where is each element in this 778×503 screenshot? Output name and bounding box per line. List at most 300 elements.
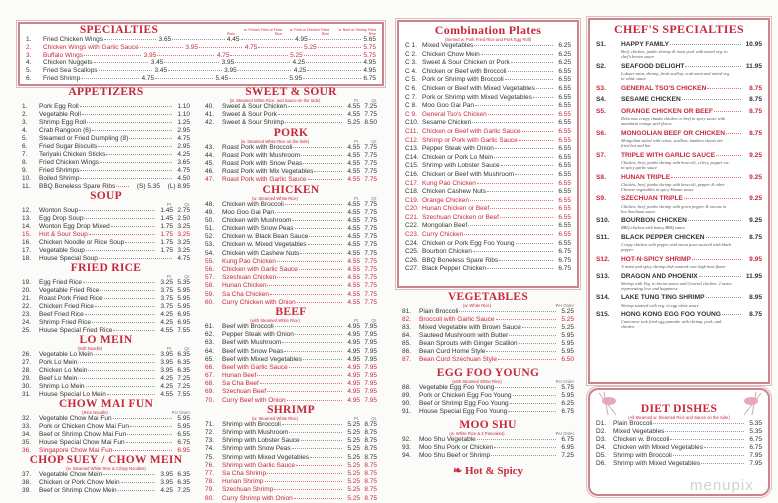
item-name: Mixed Vegetables	[613, 428, 665, 435]
dot-leader	[515, 174, 553, 175]
menu-item[interactable]	[596, 436, 762, 444]
item-number: 1.	[26, 36, 32, 43]
item-price: 6.55	[558, 196, 571, 204]
item-number: C11.	[405, 127, 419, 135]
item-price: 7.25	[177, 487, 190, 494]
menu-item[interactable]	[22, 151, 190, 159]
chef-special-item[interactable]	[596, 41, 762, 59]
item-name: Sesame Chicken	[422, 119, 472, 127]
menu-item[interactable]	[22, 375, 190, 383]
item-number: 63.	[205, 339, 215, 347]
item-price: 3.95	[160, 367, 173, 374]
item-price: 5.65	[363, 36, 377, 43]
item-name: Hunan Chicken or Beef	[422, 205, 490, 213]
item-price: 4.55	[347, 266, 360, 273]
item-price: 7.95	[364, 331, 377, 339]
menu-item[interactable]	[405, 197, 571, 206]
menu-item[interactable]	[205, 144, 377, 152]
menu-item[interactable]	[205, 388, 377, 396]
item-number: 26.	[22, 351, 32, 358]
menu-item[interactable]	[205, 454, 377, 462]
item-number: 80.	[205, 494, 215, 502]
column-1	[22, 87, 190, 495]
menu-item[interactable]	[402, 436, 574, 444]
menu-item[interactable]	[405, 145, 571, 154]
item-price: 7.75	[364, 143, 377, 151]
menu-item[interactable]	[205, 103, 377, 111]
chef-special-item[interactable]	[596, 256, 762, 269]
chef-special-item[interactable]	[596, 195, 762, 213]
item-price: 5.25	[347, 437, 360, 445]
section-note: (Soft Noodle)	[77, 346, 103, 351]
menu-item[interactable]	[402, 384, 574, 392]
dot-leader	[164, 62, 219, 63]
item-name: Mixed Vegetable with Brown Sauce	[419, 324, 521, 331]
item-price: 5.25	[347, 486, 360, 494]
menu-item[interactable]	[22, 111, 190, 119]
menu-item[interactable]	[205, 348, 377, 356]
chef-special-row	[596, 63, 762, 71]
menu-item[interactable]	[22, 471, 190, 479]
menu-item[interactable]	[596, 420, 762, 428]
item-price: 6.55	[558, 213, 571, 221]
menu-item[interactable]	[26, 59, 376, 67]
item-price: 7.75	[364, 290, 377, 298]
menu-item[interactable]	[405, 85, 571, 94]
item-price: 4.95	[347, 388, 360, 396]
menu-item[interactable]	[22, 239, 190, 247]
menu-item[interactable]	[205, 217, 377, 225]
dot-leader	[275, 212, 342, 213]
chef-special-item[interactable]	[596, 294, 762, 307]
item-price: 4.55	[347, 282, 360, 290]
item-price: 6.35	[177, 367, 190, 374]
item-price: 4.55	[347, 257, 360, 265]
menu-item[interactable]	[22, 295, 190, 303]
menu-item[interactable]	[405, 42, 571, 51]
dot-leader	[121, 482, 155, 483]
item-name: House Special Egg Foo Young	[419, 408, 508, 415]
chef-special-item[interactable]	[596, 234, 762, 252]
item-name: LAKE TUNG TING SHRIMP	[621, 294, 705, 302]
item-name: BBQ Boneless Spare Ribs	[422, 256, 499, 264]
chef-special-item[interactable]	[596, 273, 762, 291]
menu-item[interactable]	[405, 205, 571, 214]
item-price: 3.95	[160, 479, 173, 486]
item-price: 4.55	[347, 274, 360, 282]
chef-special-item[interactable]	[596, 130, 762, 148]
menu-item[interactable]	[22, 247, 190, 255]
chef-special-item[interactable]	[596, 311, 762, 329]
menu-item[interactable]	[405, 180, 571, 189]
item-price: 6.75	[558, 265, 571, 273]
menu-item[interactable]	[405, 102, 571, 111]
item-number: S15.	[596, 311, 610, 319]
dot-leader	[235, 62, 290, 63]
price-column-header: Pt.	[353, 98, 359, 103]
item-price: 5.25	[347, 119, 360, 127]
menu-item[interactable]	[22, 223, 190, 231]
menu-item[interactable]	[22, 423, 190, 431]
menu-item[interactable]	[405, 154, 571, 163]
dot-leader	[113, 450, 172, 451]
menu-item[interactable]	[205, 168, 377, 176]
menu-item[interactable]	[22, 303, 190, 311]
menu-item[interactable]	[205, 429, 377, 437]
menu-item[interactable]	[596, 444, 762, 452]
menu-item[interactable]	[22, 367, 190, 375]
dot-leader	[494, 447, 556, 448]
price-column-header: Per Order	[555, 379, 574, 384]
menu-item[interactable]	[26, 36, 376, 44]
chef-special-item[interactable]	[596, 152, 762, 170]
menu-item[interactable]	[22, 127, 190, 135]
menu-item[interactable]	[402, 332, 574, 340]
menu-item[interactable]	[405, 214, 571, 223]
item-number: C10.	[405, 119, 419, 127]
menu-item[interactable]	[22, 159, 190, 167]
menu-item[interactable]	[22, 287, 190, 295]
dot-leader	[100, 162, 172, 163]
section-note: (with Steamed White Rice)	[452, 379, 502, 384]
item-name: House Special Soup	[39, 255, 98, 262]
chef-special-item[interactable]	[596, 63, 762, 81]
item-number: 60.	[205, 298, 215, 306]
item-price: 7.75	[364, 159, 377, 167]
item-price: 6.75	[558, 248, 571, 256]
menu-item[interactable]	[405, 68, 571, 77]
menu-item[interactable]	[205, 478, 377, 486]
item-number: 10.	[22, 175, 32, 182]
menu-item[interactable]	[22, 231, 190, 239]
menu-item[interactable]	[205, 160, 377, 168]
dot-leader	[704, 447, 744, 448]
dot-leader	[522, 131, 553, 132]
dot-leader	[464, 234, 553, 235]
item-name: Roast Pork with Broccoli	[222, 143, 293, 151]
dot-leader	[292, 220, 342, 221]
section-note: (Served w. Pork Fried Rice and Pork Egg Roll)	[444, 37, 532, 42]
menu-item[interactable]	[205, 421, 377, 429]
menu-item[interactable]	[205, 372, 377, 380]
item-name: House Special Chow Mai Fun	[39, 439, 125, 446]
item-name: SEAFOOD DELIGHT	[621, 62, 685, 70]
item-price: 3.95	[143, 51, 157, 59]
menu-item[interactable]	[22, 103, 190, 111]
item-name: Fried Shrimp	[43, 74, 81, 82]
item-price: 4.55	[347, 249, 360, 257]
item-name: Hunan Chicken	[222, 282, 267, 290]
menu-item[interactable]	[205, 282, 377, 290]
menu-item[interactable]	[22, 143, 190, 151]
item-number: 4.	[26, 59, 32, 67]
menu-item[interactable]	[405, 128, 571, 137]
dot-leader	[488, 114, 553, 115]
menu-item[interactable]	[22, 351, 190, 359]
item-description: Shrimp with Veg. in brown sauce and General chicken. 2 tastes representing love and happiness	[621, 280, 732, 291]
dot-leader	[87, 122, 172, 123]
menu-item[interactable]	[205, 225, 377, 233]
item-name: Moo Shu Beef or Shrimp	[419, 452, 491, 459]
menu-item[interactable]	[405, 137, 571, 146]
menu-item[interactable]	[205, 323, 377, 331]
item-price: 6.55	[558, 67, 571, 75]
item-name: Fried Chicken Wings	[43, 36, 103, 43]
menu-item[interactable]	[402, 324, 574, 332]
section-note: (w. Steamed White Rice)	[251, 415, 299, 421]
pork-section	[205, 128, 377, 185]
item-price: 7.95	[364, 347, 377, 355]
menu-item[interactable]	[22, 279, 190, 287]
combination-section	[405, 24, 571, 274]
menu-item[interactable]	[405, 59, 571, 68]
item-price: 8.75	[749, 311, 762, 319]
menu-item[interactable]	[596, 460, 762, 468]
menu-item[interactable]	[405, 257, 571, 266]
item-name: Fried Shrimps	[39, 167, 80, 174]
dot-leader	[92, 130, 172, 131]
item-number: 39.	[22, 487, 32, 494]
dot-leader	[241, 39, 293, 40]
item-number: 89.	[402, 392, 412, 399]
item-price: 6.25	[561, 400, 574, 407]
item-description: Crispy chicken with pepper and onion pour sauteed with black pepper	[621, 242, 732, 253]
item-price: 9.25	[749, 195, 762, 203]
menu-item[interactable]	[405, 222, 571, 231]
item-price: 3.25	[177, 231, 190, 238]
item-number: 85.	[402, 340, 412, 347]
item-number: 25.	[22, 327, 32, 334]
item-name: Steamed or Fried Dumpling (8)	[39, 135, 129, 142]
item-name: Chicken Noodle or Rice Soup	[39, 239, 125, 246]
menu-item[interactable]	[22, 479, 190, 487]
item-number: 93.	[402, 444, 412, 451]
menu-item[interactable]	[22, 383, 190, 391]
moo-shu-section	[402, 420, 574, 460]
menu-item[interactable]	[405, 240, 571, 249]
item-number: C 7.	[405, 93, 417, 101]
item-price: 7.75	[364, 257, 377, 265]
menu-item[interactable]	[596, 452, 762, 460]
item-price: 6.25	[558, 50, 571, 58]
dot-leader	[301, 155, 342, 156]
menu-item[interactable]	[22, 415, 190, 423]
item-price: 4.55	[347, 176, 360, 184]
menu-item[interactable]	[22, 135, 190, 143]
menu-item[interactable]	[22, 119, 190, 127]
item-number: 2.	[26, 43, 32, 51]
menu-item[interactable]	[205, 380, 377, 388]
menu-item[interactable]	[205, 241, 377, 249]
item-name: Vegetable Chow Mein	[39, 471, 103, 478]
price-column-header: Pt.	[353, 138, 359, 144]
item-price: 5.75	[561, 384, 574, 391]
menu-item[interactable]	[405, 231, 571, 240]
menu-item[interactable]	[402, 400, 574, 408]
item-price: 1.45	[160, 215, 173, 222]
item-name: Moo Shu Vegetable	[419, 436, 476, 443]
item-description: Shrimp sauteed with veg. in egg white sauce	[621, 302, 699, 308]
item-price: 7.75	[364, 200, 377, 208]
item-name: Boiled Shrimp	[39, 175, 80, 182]
menu-item[interactable]	[22, 175, 190, 183]
item-price: 1.75	[160, 239, 173, 246]
chef-special-item[interactable]	[596, 108, 762, 126]
menu-item[interactable]	[205, 437, 377, 445]
item-name: Chicken or Pork Lo Mein	[422, 153, 494, 161]
menu-item[interactable]	[205, 201, 377, 209]
item-number: S13.	[596, 272, 610, 280]
menu-item[interactable]	[205, 233, 377, 241]
item-number: 12.	[22, 207, 32, 214]
dot-leader	[300, 253, 342, 254]
menu-item[interactable]	[205, 486, 377, 494]
item-price: 7.95	[364, 396, 377, 404]
price-column-header: Qt.	[184, 346, 190, 351]
menu-item[interactable]	[22, 311, 190, 319]
menu-item[interactable]	[205, 495, 377, 503]
menu-item[interactable]	[205, 258, 377, 266]
menu-item[interactable]	[205, 470, 377, 478]
dot-leader	[83, 282, 155, 283]
menu-item[interactable]	[26, 67, 376, 75]
chef-special-item[interactable]	[596, 217, 762, 230]
dot-leader	[294, 498, 342, 499]
item-name: Roast Pork with Mushroom	[222, 151, 301, 159]
item-number: C27.	[405, 265, 419, 273]
dot-leader	[274, 489, 342, 490]
item-number: 59.	[205, 290, 215, 298]
item-description: Delicious crispy chunks chicken or beef in spicy sauce with mandarin orange peel flavor.	[621, 116, 726, 127]
item-price: (S) 5.35	[136, 183, 160, 190]
menu-item[interactable]	[405, 171, 571, 180]
menu-item[interactable]	[405, 265, 571, 274]
item-name: Beef Lo Mein	[39, 375, 78, 382]
item-price: 5.25	[561, 324, 574, 331]
chow-mai-fun-section	[22, 399, 190, 455]
dot-leader	[297, 302, 342, 303]
item-price: 6.55	[558, 239, 571, 247]
menu-item[interactable]	[405, 162, 571, 171]
menu-item[interactable]	[405, 111, 571, 120]
menu-item[interactable]	[22, 319, 190, 327]
menu-item[interactable]	[205, 462, 377, 470]
dot-leader	[522, 327, 556, 328]
dot-leader	[94, 354, 155, 355]
menu-item[interactable]	[405, 188, 571, 197]
item-price: 7.75	[364, 225, 377, 233]
menu-item[interactable]	[205, 111, 377, 119]
item-number: 54.	[205, 249, 215, 257]
menu-item[interactable]	[205, 331, 377, 339]
menu-item[interactable]	[205, 445, 377, 453]
menu-item[interactable]	[205, 274, 377, 282]
item-price: 5.25	[347, 461, 360, 469]
chef-special-row	[596, 311, 762, 319]
menu-item[interactable]	[596, 428, 762, 436]
menu-item[interactable]	[22, 359, 190, 367]
chef-special-item[interactable]	[596, 85, 762, 93]
item-name: Wonton Egg Drop Mixed	[39, 223, 110, 230]
menu-item[interactable]	[405, 76, 571, 85]
menu-item[interactable]	[22, 431, 190, 439]
menu-item[interactable]	[402, 356, 574, 364]
menu-item[interactable]	[205, 152, 377, 160]
menu-item[interactable]	[22, 215, 190, 223]
menu-item[interactable]	[402, 308, 574, 316]
dot-leader	[285, 122, 342, 123]
menu-item[interactable]	[405, 94, 571, 103]
item-price: 7.75	[364, 111, 377, 119]
chef-special-item[interactable]	[596, 174, 762, 192]
dot-leader	[509, 335, 556, 336]
item-name: GENERAL TSO'S CHICKEN	[621, 84, 707, 92]
menu-item[interactable]	[22, 487, 190, 495]
section-note: (w. Steamed White Rice & Crispy Noodles)	[66, 466, 146, 471]
item-name: Pepper Steak with Onion	[222, 331, 294, 339]
menu-item[interactable]	[402, 408, 574, 416]
item-number: 31.	[22, 391, 32, 398]
menu-item[interactable]	[402, 316, 574, 324]
menu-item[interactable]	[205, 356, 377, 364]
item-price: 5.25	[347, 420, 360, 428]
dot-leader	[285, 204, 342, 205]
menu-item[interactable]	[402, 452, 574, 460]
item-price: 5.25	[347, 429, 360, 436]
menu-item[interactable]	[405, 248, 571, 257]
menu-item[interactable]	[205, 364, 377, 372]
item-number: 61.	[205, 322, 215, 330]
menu-item[interactable]	[402, 444, 574, 452]
menu-item[interactable]	[205, 291, 377, 299]
dot-leader	[277, 277, 342, 278]
menu-item[interactable]	[402, 340, 574, 348]
item-number: 17.	[22, 247, 32, 254]
menu-item[interactable]	[26, 44, 376, 52]
section-title: APPETIZERS	[68, 86, 144, 98]
item-name: Chicken or Pork Egg Foo Young	[422, 239, 515, 247]
chef-special-item[interactable]	[596, 96, 762, 104]
chef-special-row	[596, 256, 762, 264]
item-price: 1.75	[160, 223, 173, 230]
menu-item[interactable]	[26, 52, 376, 60]
menu-item[interactable]	[402, 348, 574, 356]
dot-leader	[475, 105, 553, 106]
item-price: 4.55	[347, 159, 360, 167]
menu-item[interactable]	[205, 266, 377, 274]
item-price: 6.55	[558, 127, 571, 135]
item-name: Roast Pork with Snow Peas	[222, 159, 303, 167]
item-name: BOURBON CHICKEN	[621, 217, 687, 225]
menu-item[interactable]	[205, 250, 377, 258]
menu-item[interactable]	[205, 339, 377, 347]
menu-item[interactable]	[205, 209, 377, 217]
menu-item[interactable]	[22, 439, 190, 447]
menu-item[interactable]	[22, 167, 190, 175]
menu-item[interactable]	[402, 392, 574, 400]
menu-item[interactable]	[405, 51, 571, 60]
menu-item[interactable]	[405, 119, 571, 128]
dot-leader	[78, 362, 155, 363]
item-name: Shrimp with Garlic Sauce	[222, 461, 295, 469]
item-name: Moo Goo Gai Pan	[222, 208, 275, 216]
menu-item[interactable]	[26, 75, 376, 83]
item-price: 4.55	[347, 111, 360, 119]
dot-leader	[118, 490, 155, 491]
menu-item[interactable]	[22, 207, 190, 215]
price-column-header: Qt.	[371, 195, 377, 201]
item-name: Pepper Steak with Onion	[422, 145, 494, 153]
